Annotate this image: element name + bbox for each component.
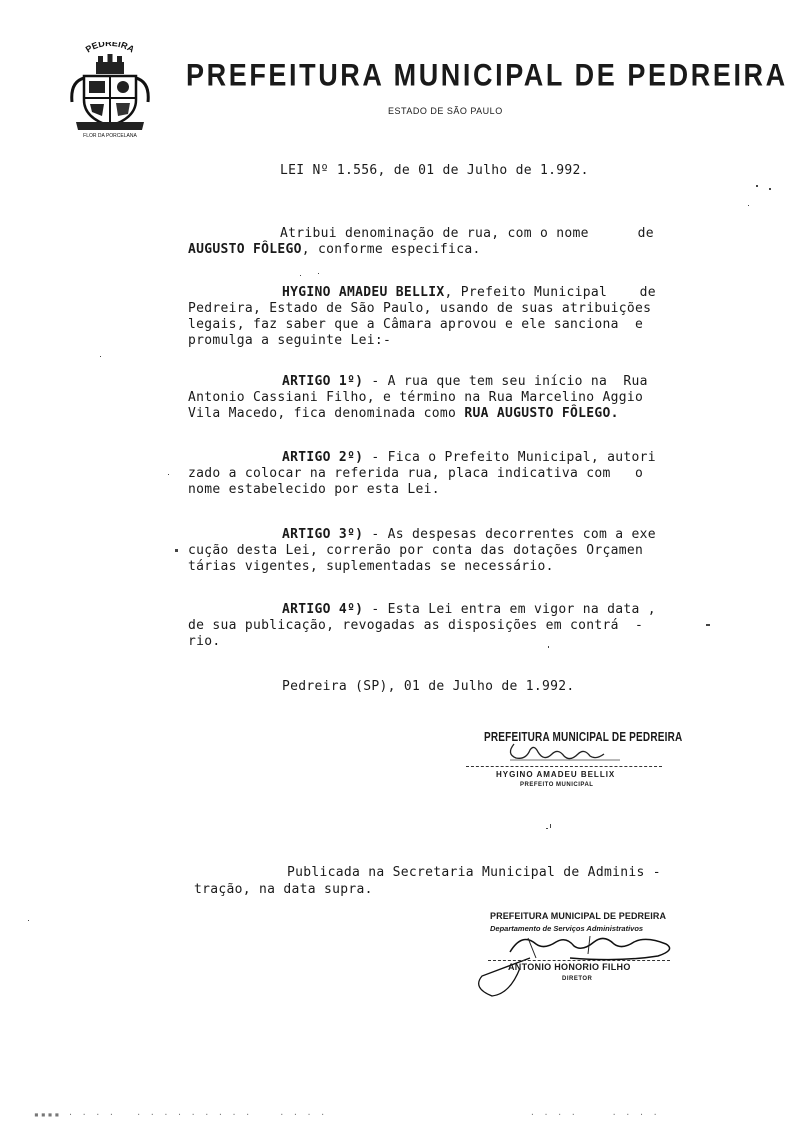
article-4-line-2: de sua publicação, revogadas as disposições em contrá - xyxy=(188,618,644,633)
article-2-line-3: nome estabelecido por esta Lei. xyxy=(188,482,440,497)
director-stamp-line-1: PREFEITURA MUNICIPAL DE PEDREIRA xyxy=(490,911,667,921)
scan-speck xyxy=(706,624,710,626)
mayor-signature-line xyxy=(466,766,662,767)
svg-text:PEDREIRA xyxy=(84,42,137,55)
preamble-line-1-rest: , Prefeito Municipal de xyxy=(444,285,656,300)
mayor-signature-name: HYGINO AMADEU BELLIX xyxy=(496,770,616,779)
director-signature-line xyxy=(488,960,670,961)
article-4-text: - Esta Lei entra em vigor na data , xyxy=(363,602,656,617)
summary-rest: , conforme especifica. xyxy=(301,242,481,257)
article-3-label: ARTIGO 3º) xyxy=(282,527,364,542)
scan-speck xyxy=(175,549,178,552)
article-2-text: - Fica o Prefeito Municipal, autori xyxy=(363,450,656,465)
scan-noise-dots: · · · · · · · · xyxy=(530,1110,660,1119)
page-title: PREFEITURA MUNICIPAL DE PEDREIRA xyxy=(186,58,788,93)
article-1-text: - A rua que tem seu início na Rua xyxy=(363,374,648,389)
state-subtitle: ESTADO DE SÃO PAULO xyxy=(388,106,503,116)
scan-speck xyxy=(548,646,549,648)
scan-speck xyxy=(748,205,749,206)
article-1-street-name: RUA AUGUSTO FÔLEGO. xyxy=(464,406,619,421)
article-4-line-3: rio. xyxy=(188,634,221,649)
article-1-label: ARTIGO 1º) xyxy=(282,374,364,389)
scan-speck xyxy=(28,920,29,921)
summary-street-name: AUGUSTO FÔLEGO xyxy=(188,242,302,257)
article-1-line-1 xyxy=(282,373,648,390)
article-2-label: ARTIGO 2º) xyxy=(282,450,364,465)
director-stamp-line-2: Departamento de Serviços Administrativos xyxy=(490,924,644,933)
publication-line-1: Publicada na Secretaria Municipal de Adminis - xyxy=(287,865,661,880)
municipal-coat-of-arms-logo xyxy=(62,42,158,138)
preamble-line-1 xyxy=(282,284,656,301)
scan-speck xyxy=(546,828,548,829)
director-signature-name: ANTONIO HONORIO FILHO xyxy=(508,962,631,972)
scan-speck xyxy=(168,474,169,475)
article-1-line-2: Antonio Cassiani Filho, e término na Rua Marcelino Aggio xyxy=(188,390,644,405)
article-2-line-2: zado a colocar na referida rua, placa indicativa com o xyxy=(188,466,644,481)
logo-top-text: PEDREIRA xyxy=(83,42,137,55)
article-1-line-3 xyxy=(188,405,619,422)
scan-speck xyxy=(300,275,301,276)
mayor-stamp: PREFEITURA MUNICIPAL DE PEDREIRA xyxy=(484,731,683,745)
summary-line-1: Atribui denominação de rua, com o nome de xyxy=(280,226,654,241)
article-4-label: ARTIGO 4º) xyxy=(282,602,364,617)
preamble-line-4: promulga a seguinte Lei:- xyxy=(188,333,392,348)
scan-speck xyxy=(318,273,319,274)
article-3-line-2: cução desta Lei, correrão por conta das dotações Orçamen xyxy=(188,543,644,558)
scan-speck xyxy=(100,356,101,357)
preamble-line-3: legais, faz saber que a Câmara aprovou e ele sanciona e xyxy=(188,317,644,332)
article-2-line-1 xyxy=(282,449,656,466)
scan-speck xyxy=(756,185,758,187)
article-1-line-3-text: Vila Macedo, fica denominada como xyxy=(188,406,465,421)
director-signature-role: DIRETOR xyxy=(562,976,593,982)
mayor-name: HYGINO AMADEU BELLIX xyxy=(282,285,445,300)
preamble-line-2: Pedreira, Estado de São Paulo, usando de suas atribuições xyxy=(188,301,652,316)
mayor-handwritten-signature xyxy=(500,740,640,766)
logo-bottom-text: FLOR DA PORCELANA xyxy=(83,133,137,138)
scan-speck xyxy=(550,824,551,828)
summary-line-2 xyxy=(188,241,481,258)
article-4-line-1 xyxy=(282,601,656,618)
article-3-line-3: tárias vigentes, suplementadas se necessário. xyxy=(188,559,554,574)
scan-speck xyxy=(769,188,771,190)
place-and-date: Pedreira (SP), 01 de Julho de 1.992. xyxy=(282,679,575,694)
law-title: LEI Nº 1.556, de 01 de Julho de 1.992. xyxy=(280,163,589,178)
article-3-text: - As despesas decorrentes com a exe xyxy=(363,527,656,542)
mayor-signature-role: PREFEITO MUNICIPAL xyxy=(520,782,594,788)
scan-noise-dots: ▪▪▪▪ · · · · · · · · · · · · · · · · · xyxy=(34,1110,328,1119)
publication-line-2: tração, na data supra. xyxy=(194,882,373,897)
article-3-line-1 xyxy=(282,526,656,543)
